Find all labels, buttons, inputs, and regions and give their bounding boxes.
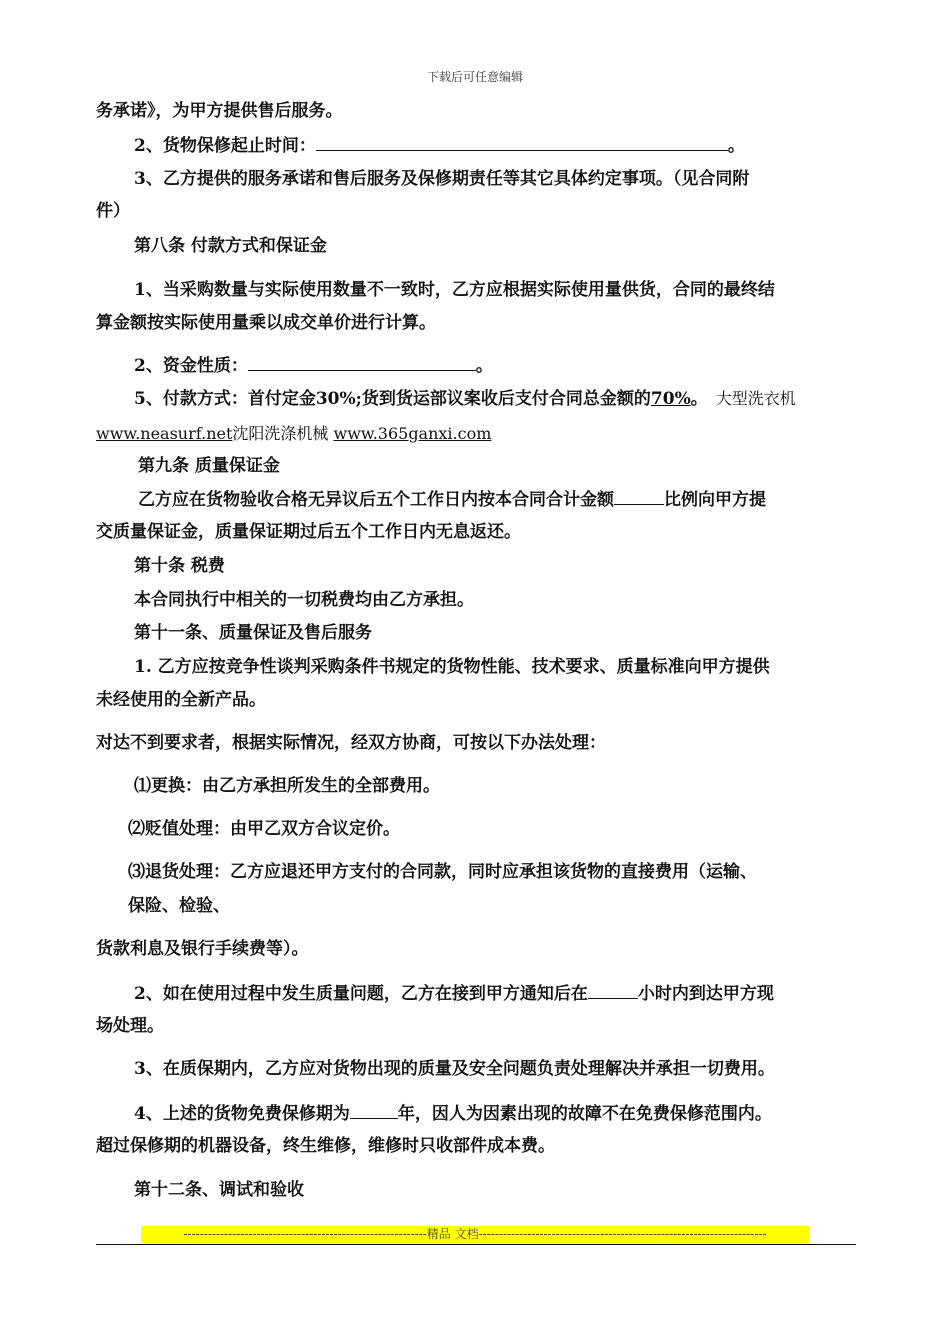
text-line: 本合同执行中相关的一切税费均由乙方承担。: [134, 590, 474, 610]
text-line: 保险、检验、: [128, 896, 230, 916]
text-line: ⑴更换：由乙方承担所发生的全部费用。: [134, 776, 440, 796]
fund-nature-label: 2、资金性质：: [134, 356, 248, 376]
links-line: [96, 423, 491, 445]
punctuation: 。: [475, 356, 493, 376]
free-warranty-text: 4、上述的货物免费保修期为: [134, 1104, 350, 1124]
deposit-text: 乙方应在货物验收合格无异议后五个工作日内按本合同合计金额: [138, 490, 614, 510]
text-line: 交质量保证金，质量保证期过后五个工作日内无息返还。: [96, 522, 521, 542]
text-line: 场处理。: [96, 1016, 164, 1036]
fund-nature-line: [134, 354, 493, 377]
response-time-text-end: 小时内到达甲方现: [637, 984, 774, 1004]
deposit-line: [138, 488, 766, 511]
link-neasurf[interactable]: www.neasurf.net: [96, 424, 233, 443]
article-heading: 第八条 付款方式和保证金: [134, 236, 327, 256]
text-line: 对达不到要求者，根据实际情况，经双方协商，可按以下办法处理：: [96, 733, 606, 753]
ad-text: 大型洗衣机: [715, 389, 796, 408]
page-header: 下载后可任意编辑: [426, 70, 523, 84]
warranty-period-label: 2、货物保修起止时间：: [134, 136, 316, 156]
response-time-text: 2、如在使用过程中发生质量问题，乙方在接到甲方通知后在: [134, 984, 588, 1004]
footer-banner: ------------------------------------------------------------精品 文档-----------------------------------------------------------------------: [141, 1226, 809, 1243]
text-line: 算金额按实际使用量乘以成交单价进行计算。: [96, 313, 436, 333]
text-line: 货款利息及银行手续费等）。: [96, 939, 309, 959]
deposit-ratio-blank[interactable]: [614, 488, 664, 505]
article-heading: 第九条 质量保证金: [138, 456, 280, 476]
punctuation: 。: [727, 136, 745, 156]
article-heading: 第十一条、质量保证及售后服务: [134, 623, 372, 643]
text-line: 超过保修期的机器设备，终生维修，维修时只收部件成本费。: [96, 1136, 555, 1156]
free-warranty-text-end: 年，因人为因素出现的故障不在免费保修范围内。: [397, 1104, 772, 1124]
link-separator-text: 沈阳洗涤机械: [232, 424, 329, 443]
warranty-period-blank[interactable]: [316, 134, 728, 151]
article-heading: 第十二条、调试和验收: [134, 1180, 304, 1200]
fund-nature-blank[interactable]: [248, 354, 476, 371]
payment-method-line: [134, 388, 796, 410]
warranty-years-blank[interactable]: [350, 1102, 398, 1119]
text-line: 未经使用的全新产品。: [96, 690, 266, 710]
response-time-line: [134, 982, 774, 1005]
punctuation: 。: [690, 389, 708, 409]
text-line: 3、乙方提供的服务承诺和售后服务及保修期责任等其它具体约定事项。（见合同附: [134, 169, 750, 189]
text-line: 件）: [96, 201, 130, 221]
text-line: 3、在质保期内，乙方应对货物出现的质量及安全问题负责处理解决并承担一切费用。: [134, 1059, 775, 1079]
payment-method-text: 5、付款方式：首付定金30%;货到货运部议案收后支付合同总金额的: [134, 389, 651, 409]
text-line: 务承诺》，为甲方提供售后服务。: [96, 101, 343, 121]
response-hours-blank[interactable]: [588, 982, 638, 999]
deposit-text-end: 比例向甲方提: [664, 490, 766, 510]
article-heading: 第十条 税费: [134, 556, 225, 576]
link-365ganxi[interactable]: www.365ganxi.com: [333, 424, 492, 443]
text-line: 1. 乙方应按竞争性谈判采购条件书规定的货物性能、技术要求、质量标准向甲方提供: [134, 657, 770, 677]
footer-divider: [96, 1244, 856, 1245]
text-line: ⑵贬值处理：由甲乙双方合议定价。: [128, 819, 400, 839]
warranty-period-line: [134, 134, 745, 157]
text-line: 1、当采购数量与实际使用数量不一致时，乙方应根据实际使用量供货，合同的最终结: [134, 280, 775, 300]
text-line: ⑶退货处理：乙方应退还甲方支付的合同款，同时应承担该货物的直接费用（运输、: [128, 862, 757, 882]
payment-percent: 70%: [650, 389, 691, 409]
free-warranty-line: [134, 1102, 772, 1125]
